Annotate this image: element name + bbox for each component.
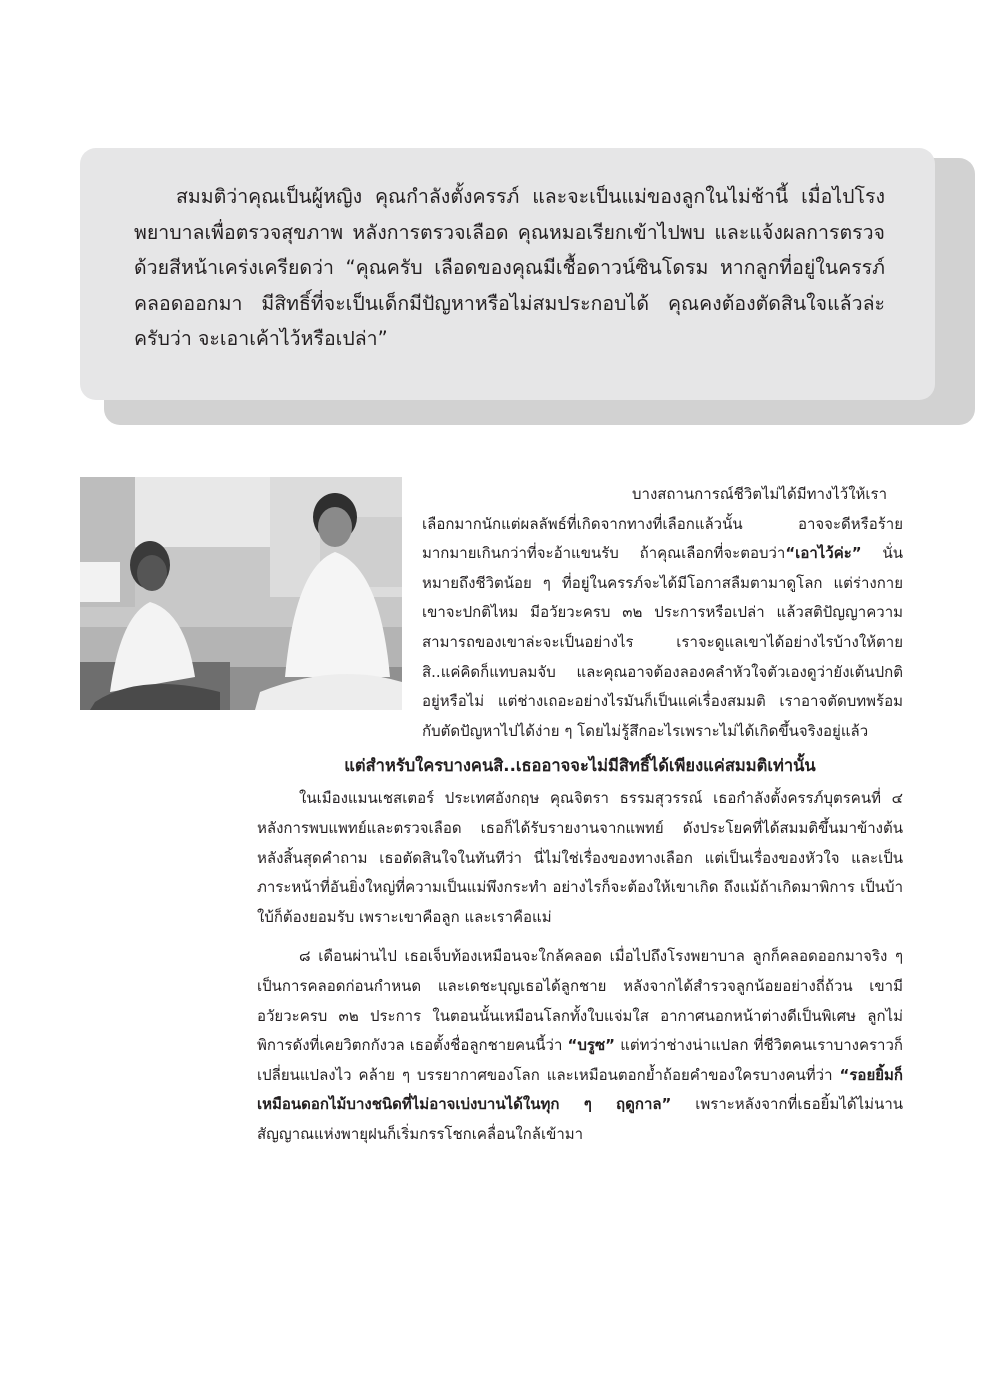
name-bruce: “บรูซ” bbox=[567, 1036, 616, 1055]
para3-text-3: เพราะหลังจากที่เธอยิ้มได้ไม่นาน สัญญาณแห่งพายุฝนก็เริ่มกรรโชกเคลื่อนใกล้เข้ามา bbox=[257, 1095, 903, 1143]
callout-text: สมมติว่าคุณเป็นผู้หญิง คุณกำลังตั้งครรภ์ และจะเป็นแม่ของลูกในไม่ช้านี้ เมื่อไปโรงพยาบาลเพื่อตรวจสุขภาพ หลังการตรวจเลือด คุณหมอเรียกเข้าไปพบ และแจ้งผลการตรวจด้วยสีหน้าเคร่งเครียดว่า “คุณครับ เลือดของคุณมีเชื้อดาวน์ซินโดรม หากลูกที่อยู่ในครรภ์คลอดออกมา มีสิทธิ์ที่จะเป็นเด็กมีปัญหาหรือไม่สมประกอบได้ คุณคงต้องตัดสินใจแล้วล่ะครับว่า จะเอาเค้าไว้หรือเปล่า” bbox=[134, 185, 885, 351]
intro-text-1: บางสถานการณ์ชีวิตไม่ได้มีทางไว้ให้เราเลือกมากนักแต่ผลลัพธ์ที่เกิดจากทางที่เลือกแล้วนั้น อาจจะดีหรือร้ายมากมายเกินกว่าที่จะอ้าแขนรับ ถ้าคุณเลือกที่จะตอบว่า bbox=[422, 485, 903, 563]
callout-box bbox=[80, 148, 935, 400]
paragraph-3 bbox=[257, 942, 903, 1149]
para3-text-2: แต่ทว่าช่างน่าแปลก ที่ชีวิตคนเราบางคราวก็เปลี่ยนแปลงไว คล้าย ๆ บรรยากาศของโลก และเหมือนตอกย้ำถ้อยคำของใครบางคนที่ว่า bbox=[257, 1036, 903, 1084]
article-body bbox=[257, 480, 903, 1149]
intro-paragraph bbox=[257, 480, 903, 746]
para3-text-1: ๘ เดือนผ่านไป เธอเจ็บท้องเหมือนจะใกล้คลอด เมื่อไปถึงโรงพยาบาล ลูกก็คลอดออกมาจริง ๆ เป็นการคลอดก่อนกำหนด และเดชะบุญเธอได้ลูกชาย หลังจากได้สำรวจลูกน้อยอย่างถี่ถ้วน เขามีอวัยวะครบ ๓๒ ประการ ในตอนนั้นเหมือนโลกทั้งใบแจ่มใส อากาศนอกหน้าต่างดีเป็นพิเศษ ลูกไม่พิการดังที่เคยวิตกกังวล เธอตั้งชื่อลูกชายคนนี้ว่า bbox=[257, 947, 903, 1055]
smile-quote: “รอยยิ้มก็เหมือนดอกไม้บางชนิดที่ไม่อาจเบ่งบานได้ในทุก ๆ ฤดูกาล” bbox=[257, 1065, 903, 1114]
intro-text-2: นั่นหมายถึงชีวิตน้อย ๆ ที่อยู่ในครรภ์จะได้มีโอกาสลืมตามาดูโลก แต่ร่างกายเขาจะปกติไหม มีอวัยวะครบ ๓๒ ประการหรือเปล่า แล้วสติปัญญาความสามารถของเขาล่ะจะเป็นอย่างไร เราจะดูแลเขาได้อย่างไรบ้างให้ตายสิ..แค่คิดก็แทบลมจับ และคุณอาจต้องลองคลำหัวใจตัวเองดูว่ายังเต้นปกติอยู่หรือไม่ แต่ช่างเถอะอย่างไรมันก็เป็นแค่เรื่องสมมติ เราอาจตัดบทพร้อมกับตัดปัญหาไปได้ง่าย ๆ โดยไม่รู้สึกอะไรเพราะไม่ได้เกิดขึ้นจริงอยู่แล้ว bbox=[422, 544, 903, 740]
photo-wrap-spacer bbox=[257, 480, 422, 742]
intro-quote: “เอาไว้ค่ะ” bbox=[785, 544, 862, 563]
section-headline: แต่สำหรับใครบางคนสิ..เธออาจจะไม่มีสิทธิ์ได้เพียงแค่สมมติเท่านั้น bbox=[344, 756, 816, 776]
paragraph-2: ในเมืองแมนเชสเตอร์ ประเทศอังกฤษ คุณจิตรา ธรรมสุวรรณ์ เธอกำลังตั้งครรภ์บุตรคนที่ ๔ หลังการพบแพทย์และตรวจเลือด เธอก็ได้รับรายงานจากแพทย์ ดังประโยคที่ได้สมมติขึ้นมาข้างต้น หลังสิ้นสุดคำถาม เธอตัดสินใจในทันทีว่า นี่ไม่ใช่เรื่องของทางเลือก แต่เป็นเรื่องของหัวใจ และเป็นภาระหน้าที่อันยิ่งใหญ่ที่ความเป็นแม่พึงกระทำ อย่างไรก็จะต้องให้เขาเกิด ถึงแม้ถ้าเกิดมาพิการ เป็นบ้าใบ้ก็ต้องยอมรับ เพราะเขาคือลูก และเราคือแม่ bbox=[257, 789, 903, 926]
